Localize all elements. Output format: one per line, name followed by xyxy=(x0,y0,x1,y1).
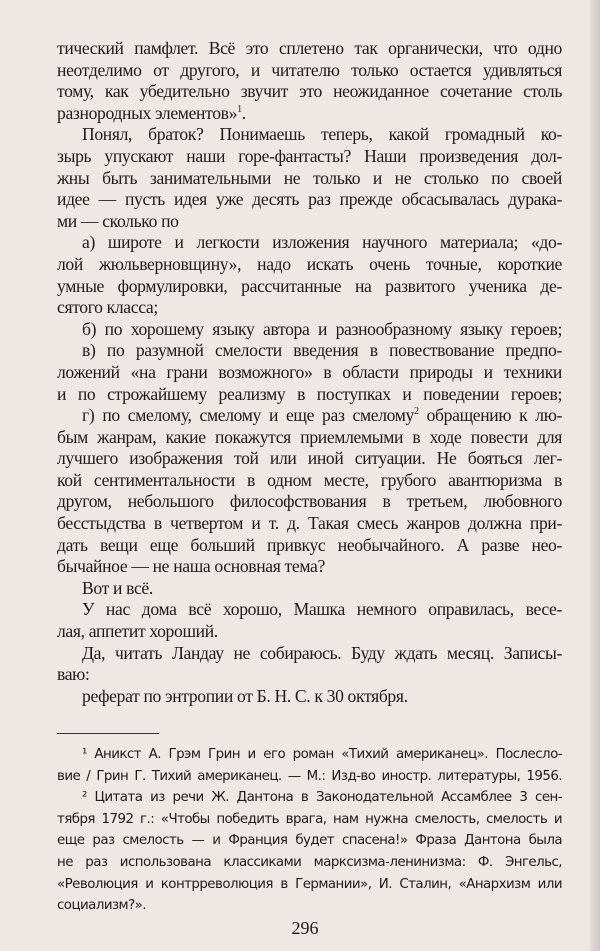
text-line: зырь упускают наши горе-фантасты? Наши произведения дол- xyxy=(57,145,562,166)
text-line: лая, аппетит хороший. xyxy=(57,621,218,642)
footnote-ref-1[interactable]: 1 xyxy=(237,103,242,115)
text-line: кой сентиментальности в одном месте, грубого авантюризма в xyxy=(57,469,562,490)
footnote-1-line: ¹ Аникст А. Грэм Грин и его роман «Тихий американец». Послесло- xyxy=(82,747,562,762)
text-line xyxy=(57,405,562,427)
text-span: . xyxy=(241,102,246,123)
text-line: бычайное — не наша основная тема? xyxy=(57,556,325,577)
text-line: бесстыдства в четвертом и т. д. Такая смесь жанров должна при- xyxy=(57,513,562,534)
footnote-ref-2[interactable]: 2 xyxy=(414,406,419,418)
text-line: Да, читать Ландау не собираюсь. Буду ждать месяц. Записы- xyxy=(82,642,562,663)
footnote-separator xyxy=(57,733,159,734)
main-text xyxy=(57,38,562,707)
text-line: сятого класса; xyxy=(57,297,158,318)
footnote-2-line: не раз использована классиками марксизма-ленинизма: Ф. Энгельс, xyxy=(57,854,562,870)
footnote-2-line: «Революция и контрреволюция в Германии», И. Сталин, «Анархизм или xyxy=(57,876,562,892)
text-line: реферат по энтропии от Б. Н. С. к 30 октября. xyxy=(82,685,408,706)
footnote-2-line: ² Цитата из речи Ж. Дантона в Законодательной Ассамблее 3 сен- xyxy=(82,790,562,806)
text-line: дать вещи еще больший привкус необычайного. А разве нео- xyxy=(57,534,562,555)
text-line: лучшего изображения той или иной ситуации. Не бояться лег- xyxy=(57,448,562,469)
text-line: У нас дома всё хорошо, Машка немного оправилась, весе- xyxy=(82,599,562,620)
text-line: ми — сколько по xyxy=(57,210,179,231)
text-line: а) широте и легкости изложения научного материала; «до- xyxy=(82,232,562,253)
footnote-1-line: вие / Грин Г. Тихий американец. — М.: Изд-во иностр. литературы, 1956. xyxy=(57,768,562,784)
text-line: умные формулировки, рассчитанные на развитого ученика де- xyxy=(57,275,562,296)
text-line xyxy=(57,103,562,125)
page-edge-shadow xyxy=(590,0,600,951)
text-line: ваю: xyxy=(57,664,90,685)
text-span: разнородных элементов» xyxy=(57,102,238,123)
text-line: бым жанрам, какие покажутся приемлемыми в ходе повести для xyxy=(57,426,562,447)
text-line: тический памфлет. Всё это сплетено так органически, что одно xyxy=(57,38,562,58)
text-line: другом, небольшого философствования в третьем, любовного xyxy=(57,491,562,512)
text-span: обращению к лю- xyxy=(418,405,562,426)
text-line: неотделимо от другого, и читателю только остается удивляться xyxy=(57,59,562,80)
text-line: ложений «на грани возможного» в области природы и техники xyxy=(57,361,562,382)
footnote-2-line: еще раз смелость — и Франция будет спасена!» Фраза Дантона была xyxy=(57,833,562,849)
text-line: Понял, браток? Понимаешь теперь, какой громадный ко- xyxy=(82,124,562,145)
text-line: идее — пусть идея уже десять раз прежде обсасывалась дурака- xyxy=(57,189,562,210)
footnote-2-line: социализм?». xyxy=(57,898,147,914)
text-line: жны быть занимательными не только и не столько по своей xyxy=(57,167,562,188)
text-span: г) по смелому, смелому и еще раз смелому xyxy=(82,405,414,426)
footnotes xyxy=(57,745,562,918)
footnote-2-line: тября 1792 г.: «Чтобы победить врага, нам нужна смелость, смелость и xyxy=(57,811,562,827)
text-line: тому, как убедительно звучит это неожиданное сочетание столь xyxy=(57,81,562,102)
text-line: и по строжайшему реализму в поступках и поведении героев; xyxy=(57,383,562,404)
text-line: лой жюльверновщину», надо искать очень точные, короткие xyxy=(57,253,562,274)
text-line: б) по хорошему языку автора и разнообразному языку героев; xyxy=(82,318,562,339)
text-line: Вот и всё. xyxy=(82,577,153,598)
page-number: 296 xyxy=(291,918,319,938)
text-line: в) по разумной смелости введения в повествование предпо- xyxy=(82,340,562,361)
